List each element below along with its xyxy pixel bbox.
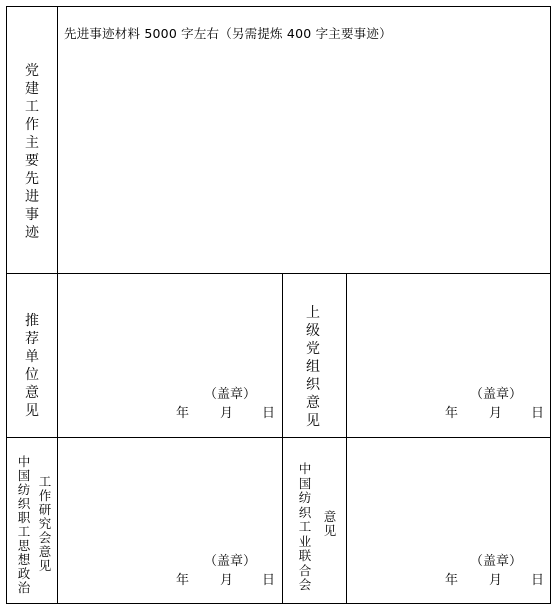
table-border-top: [6, 6, 551, 7]
right-label-divider: [346, 273, 347, 604]
recommend-date-month: 月: [220, 406, 234, 421]
superior-seal-label: （盖章）: [470, 387, 523, 402]
federation-seal-label: （盖章）: [470, 554, 523, 569]
federation-label-col1: 中 国 纺 织 工 业 联 合 会: [298, 461, 312, 592]
research-association-label-col1: 中 国 纺 织 职 工 思 想 政 治: [17, 454, 31, 595]
table-border-right: [550, 6, 551, 604]
federation-date-line: [445, 569, 545, 587]
research-date-year: 年: [176, 573, 190, 588]
recommend-seal-label: （盖章）: [204, 387, 257, 402]
federation-label-col2: 意 见: [323, 509, 337, 538]
federation-date-year: 年: [445, 573, 459, 588]
federation-date-day: 日: [531, 573, 545, 588]
superior-date-line: [445, 402, 545, 420]
row-divider-2: [6, 437, 551, 438]
superior-date-year: 年: [445, 406, 459, 421]
research-date-month: 月: [220, 573, 234, 588]
superior-date-day: 日: [531, 406, 545, 421]
superior-date-month: 月: [489, 406, 503, 421]
label-column-divider: [57, 6, 58, 604]
recommend-date-day: 日: [262, 406, 276, 421]
recommend-date-year: 年: [176, 406, 190, 421]
row-divider-1: [6, 273, 551, 274]
research-date-day: 日: [262, 573, 276, 588]
table-border-bottom: [6, 603, 551, 604]
research-date-line: [176, 569, 276, 587]
middle-divider: [282, 273, 283, 604]
deeds-label: 党 建 工 作 主 要 先 进 事 迹: [25, 63, 39, 241]
table-border-left: [6, 6, 7, 604]
recommend-date-line: [176, 402, 276, 420]
research-association-label-col2: 工 作 研 究 会 意 见: [38, 474, 52, 573]
superior-party-label: 上 级 党 组 织 意 见: [306, 305, 320, 429]
federation-date-month: 月: [489, 573, 503, 588]
recommend-unit-label: 推 荐 单 位 意 见: [25, 313, 39, 419]
research-seal-label: （盖章）: [204, 554, 257, 569]
deeds-content-text: 先进事迹材料 5000 字左右（另需提炼 400 字主要事迹）: [64, 26, 392, 41]
